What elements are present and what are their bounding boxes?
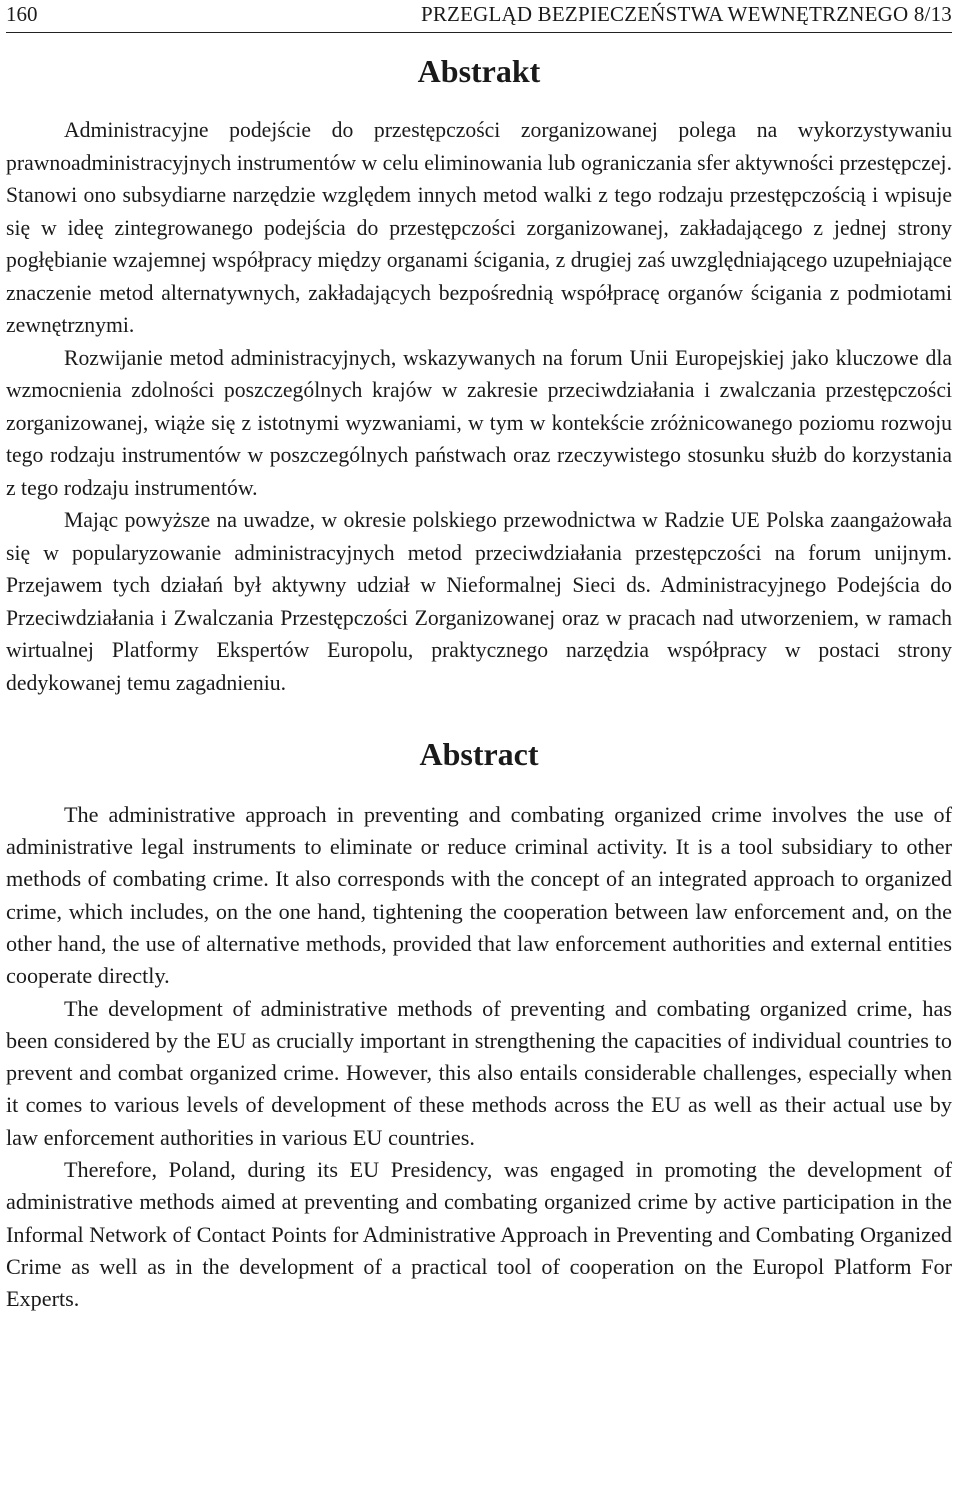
page-number: 160 <box>6 2 38 26</box>
abstract-english-title: Abstract <box>419 736 539 773</box>
abstract-polish-title: Abstrakt <box>417 53 541 89</box>
page-content <box>6 52 952 1316</box>
abstract-polish-paragraph: Mając powyższe na uwadze, w okresie polskiego przewodnictwa w Radzie UE Polska zaangażowała się w popularyzowanie administracyjnych metod przeciwdziałania przestępczości na forum unijnym. Przejawem tych działań był aktywny udział w Nieformalnej Sieci ds. Administracyjnego Podejścia do Przeciwdziałania i Zwalczania Przestępczości Zorganizowanej oraz w pracach nad utworzeniem, w ramach wirtualnej Platformy Ekspertów Europolu, praktycznego narzędzia współpracy w postaci strony dedykowanej temu zagadnieniu. <box>6 508 952 695</box>
abstract-english-paragraph: Therefore, Poland, during its EU Presidency, was engaged in promoting the development of administrative methods aimed at preventing and combating organized crime by active participation in the Informal Network of Contact Points for Administrative Approach in Preventing and Combating Organized Crime as well as in the development of a practical tool of cooperation on the Europol Platform For Experts. <box>6 1157 952 1312</box>
abstract-polish-paragraph: Administracyjne podejście do przestępczości zorganizowanej polega na wykorzystywaniu prawnoadministracyjnych instrumentów w celu eliminowania lub ograniczania sfer aktywności przestępczej. Stanowi ono subsydiarne narzędzie względem innych metod walki z tego rodzaju przestępczością i wpisuje się w ideę zintegrowanego podejścia do przestępczości zorganizowanej, zakładającego z jednej strony pogłębianie wzajemnej współpracy między organami ścigania, z drugiej zaś uwzględniającego uzupełniające znaczenie metod alternatywnych, zakładających bezpośrednią współpracę organów ścigania z podmiotami zewnętrznymi. <box>6 118 952 338</box>
running-header <box>6 0 952 33</box>
abstract-polish-paragraph: Rozwijanie metod administracyjnych, wskazywanych na forum Unii Europejskiej jako kluczowe dla wzmocnienia zdolności poszczególnych krajów w zakresie przeciwdziałania i zwalczania przestępczości zorganizowanej, wiąże się z istotnymi wyzwaniami, w tym w kontekście zróżnicowanego poziomu rozwoju tego rodzaju instrumentów w poszczególnych państwach oraz rzeczywistego stosunku służb do korzystania z tego rodzaju instrumentów. <box>6 345 952 500</box>
abstract-english-section <box>6 735 952 1315</box>
abstract-polish-section <box>6 52 952 699</box>
journal-title: PRZEGLĄD BEZPIECZEŃSTWA WEWNĘTRZNEGO 8/13 <box>420 2 952 26</box>
abstract-english-paragraph: The development of administrative methods of preventing and combating organized crime, has been considered by the EU as crucially important in strengthening the capacities of individual countries to prevent and combat organized crime. However, this also entails considerable challenges, especially when it comes to various levels of development of these methods across the EU as well as their actual use by law enforcement authorities in various EU countries. <box>6 995 952 1150</box>
abstract-english-paragraph: The administrative approach in preventing and combating organized crime involves the use of administrative legal instruments to eliminate or reduce criminal activity. It is a tool subsidiary to other methods of combating crime. It also corresponds with the concept of an integrated approach to organized crime, which includes, on the one hand, tightening the cooperation between law enforcement and, on the other hand, the use of alternative methods, provided that law enforcement authorities and external entities cooperate directly. <box>6 801 952 989</box>
